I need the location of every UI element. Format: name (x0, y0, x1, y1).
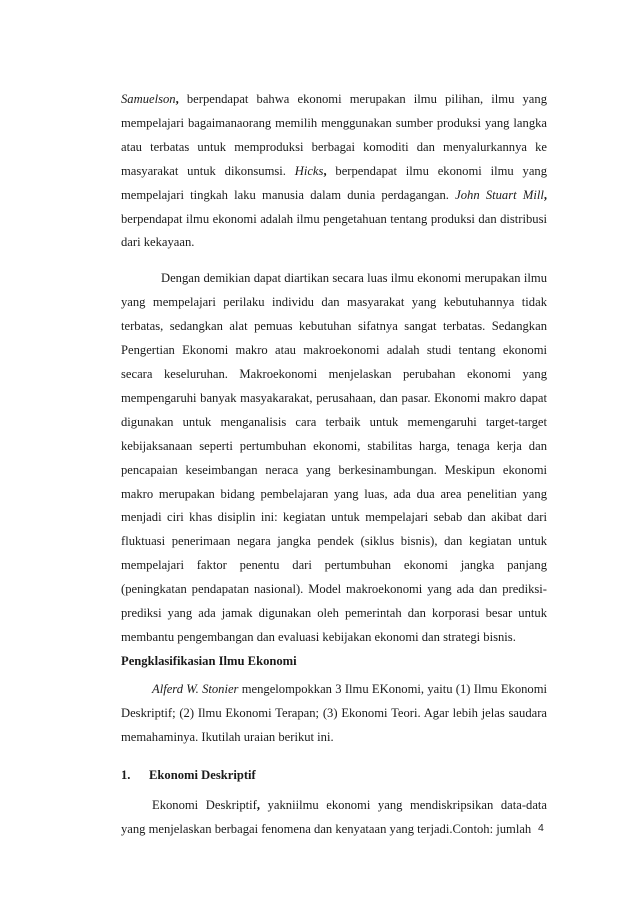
text-run: yakniilmu ekonomi yang mendiskripsikan data-data yang menjelaskan berbagai fenomena dan kenyataan yang terjadi.Contoh: jumlah (121, 798, 547, 837)
text-run: mengelompokkan 3 Ilmu EKonomi, yaitu (1) Ilmu Ekonomi Deskriptif; (2) Ilmu Ekonomi Terapan; (3) Ekonomi Teori. Agar lebih jelas saudara memahaminya. Ikutilah uraian berikut ini. (121, 681, 548, 744)
term-deskriptif: Ekonomi Deskriptif (152, 798, 257, 813)
author-stonier: Alferd W. Stonier (152, 681, 239, 696)
text-run: berpendapat ilmu ekonomi adalah ilmu pengetahuan tentang produksi dan distribusi dari kekayaan. (121, 211, 547, 250)
document-page (121, 88, 547, 842)
comma: , (543, 187, 547, 202)
paragraph-deskriptif (121, 794, 547, 842)
comma: , (175, 92, 179, 106)
paragraph-stonier (121, 678, 547, 750)
author-hicks: Hicks (294, 163, 324, 178)
text-run: berpendapat bahwa ekonomi merupakan ilmu pilihan, ilmu yang mempelajari bagaimanaorang memilih menggunakan sumber produksi yang langka atau terbatas untuk memproduksi berbagai komoditi dan menyalurkannya ke masyarakat untuk dikonsumsi. (121, 92, 547, 178)
text-run: berpendapat ilmu ekonomi ilmu yang mempelajari tingkah laku manusia dalam dunia perdagangan. (121, 163, 548, 202)
author-samuelson: Samuelson (121, 92, 176, 106)
author-mill: John Stuart Mill (455, 187, 544, 202)
comma: , (323, 163, 327, 178)
comma: , (256, 798, 260, 813)
page-number: 4 (538, 822, 544, 834)
section-heading-klasifikasi: Pengklasifikasian Ilmu Ekonomi (121, 653, 297, 668)
paragraph-makroekonomi: Dengan demikian dapat diartikan secara luas ilmu ekonomi merupakan ilmu yang mempelajari perilaku individu dan masyarakat yang kebutuhannya tidak terbatas, sedangkan alat pemuas kebutuhan sifatnya sangat terbatas. Sedangkan Pengertian Ekonomi makro atau makroekonomi adalah studi tentang ekonomi secara keseluruhan. Makroekonomi menjelaskan perubahan ekonomi yang mempengaruhi banyak masyakarakat, perusahaan, dan pasar. Ekonomi makro dapat digunakan untuk menganalisis cara terbaik untuk memengaruhi target-target kebijaksanaan seperti pertumbuhan ekonomi, stabilitas harga, tenaga kerja dan pencapaian keseimbangan neraca yang berkesinambungan. Meskipun ekonomi makro merupakan bidang pembelajaran yang luas, ada dua area penelitian yang menjadi ciri khas disiplin ini: kegiatan untuk mempelajari sebab dan akibat dari fluktuasi penerimaan negara jangka pendek (siklus bisnis), dan kegiatan untuk mempelajari faktor penentu dari pertumbuhan ekonomi jangka panjang (peningkatan pendapatan nasional). Model makroekonomi yang ada dan prediksi-prediksi yang ada jamak digunakan oleh pemerintah dan korporasi besar untuk membantu pengembangan dan evaluasi kebijakan ekonomi dan strategi bisnis. (121, 271, 547, 644)
paragraph-definitions (121, 88, 547, 255)
heading-title: Ekonomi Deskriptif (149, 768, 256, 783)
heading-number: 1. (121, 768, 131, 783)
subsection-heading-deskriptif (121, 764, 547, 788)
